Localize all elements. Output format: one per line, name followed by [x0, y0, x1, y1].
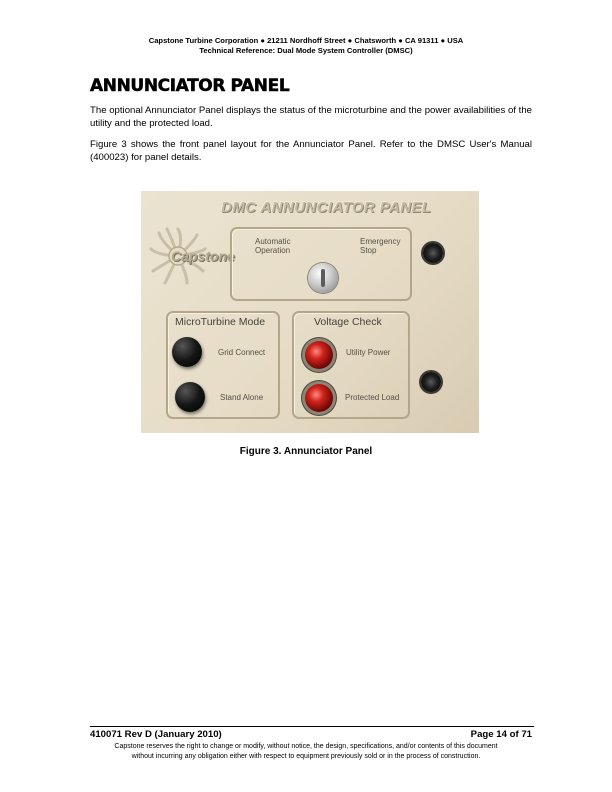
- emergency-stop-jack: [423, 243, 443, 263]
- stand-alone-knob[interactable]: [175, 382, 205, 412]
- voltage-check-title: Voltage Check: [314, 316, 382, 328]
- header-doc-title: Technical Reference: Dual Mode System Controller (DMSC): [199, 46, 413, 55]
- section-title: ANNUNCIATOR PANEL: [90, 76, 290, 96]
- footer-disclaimer: Capstone reserves the right to change or modify, without notice, the design, specifications, and/or contents of this document without incurring any obligation either with respect to equipment previously sold or in the process of construction.: [114, 743, 498, 760]
- emergency-stop-label: Emergency Stop: [360, 237, 401, 255]
- utility-power-lamp: [305, 341, 333, 369]
- key-slot-icon: [321, 269, 325, 287]
- grid-connect-knob[interactable]: [172, 337, 202, 367]
- grid-connect-label: Grid Connect: [218, 348, 266, 357]
- protected-load-label: Protected Load: [345, 393, 400, 402]
- stand-alone-label: Stand Alone: [220, 393, 264, 402]
- footer-divider: [90, 726, 534, 727]
- capstone-logo-text: Capstone: [171, 248, 235, 264]
- paragraph-figure-reference: Figure 3 shows the front panel layout for the Annunciator Panel. Refer to the DMSC User's Manual (400023) for panel details.: [90, 139, 532, 163]
- footer-doc-revision: 410071 Rev D (January 2010): [90, 729, 222, 740]
- protected-load-lamp: [305, 384, 333, 412]
- secondary-jack: [421, 372, 441, 392]
- annunciator-panel-photo: [141, 191, 479, 433]
- utility-power-label: Utility Power: [346, 348, 391, 357]
- panel-title: DMC ANNUNCIATOR PANEL: [221, 199, 432, 216]
- microturbine-mode-title: MicroTurbine Mode: [175, 316, 266, 328]
- figure-caption: Figure 3. Annunciator Panel: [239, 446, 373, 457]
- page-header: [0, 36, 612, 56]
- footer-page-number: Page 14 of 71: [470, 729, 532, 740]
- automatic-operation-label: Automatic Operation: [255, 237, 291, 255]
- header-address: Capstone Turbine Corporation ● 21211 Nordhoff Street ● Chatsworth ● CA 91311 ● USA: [148, 36, 464, 45]
- paragraph-intro: The optional Annunciator Panel displays the status of the microturbine and the power availabilities of the utility and the protected load.: [90, 105, 532, 129]
